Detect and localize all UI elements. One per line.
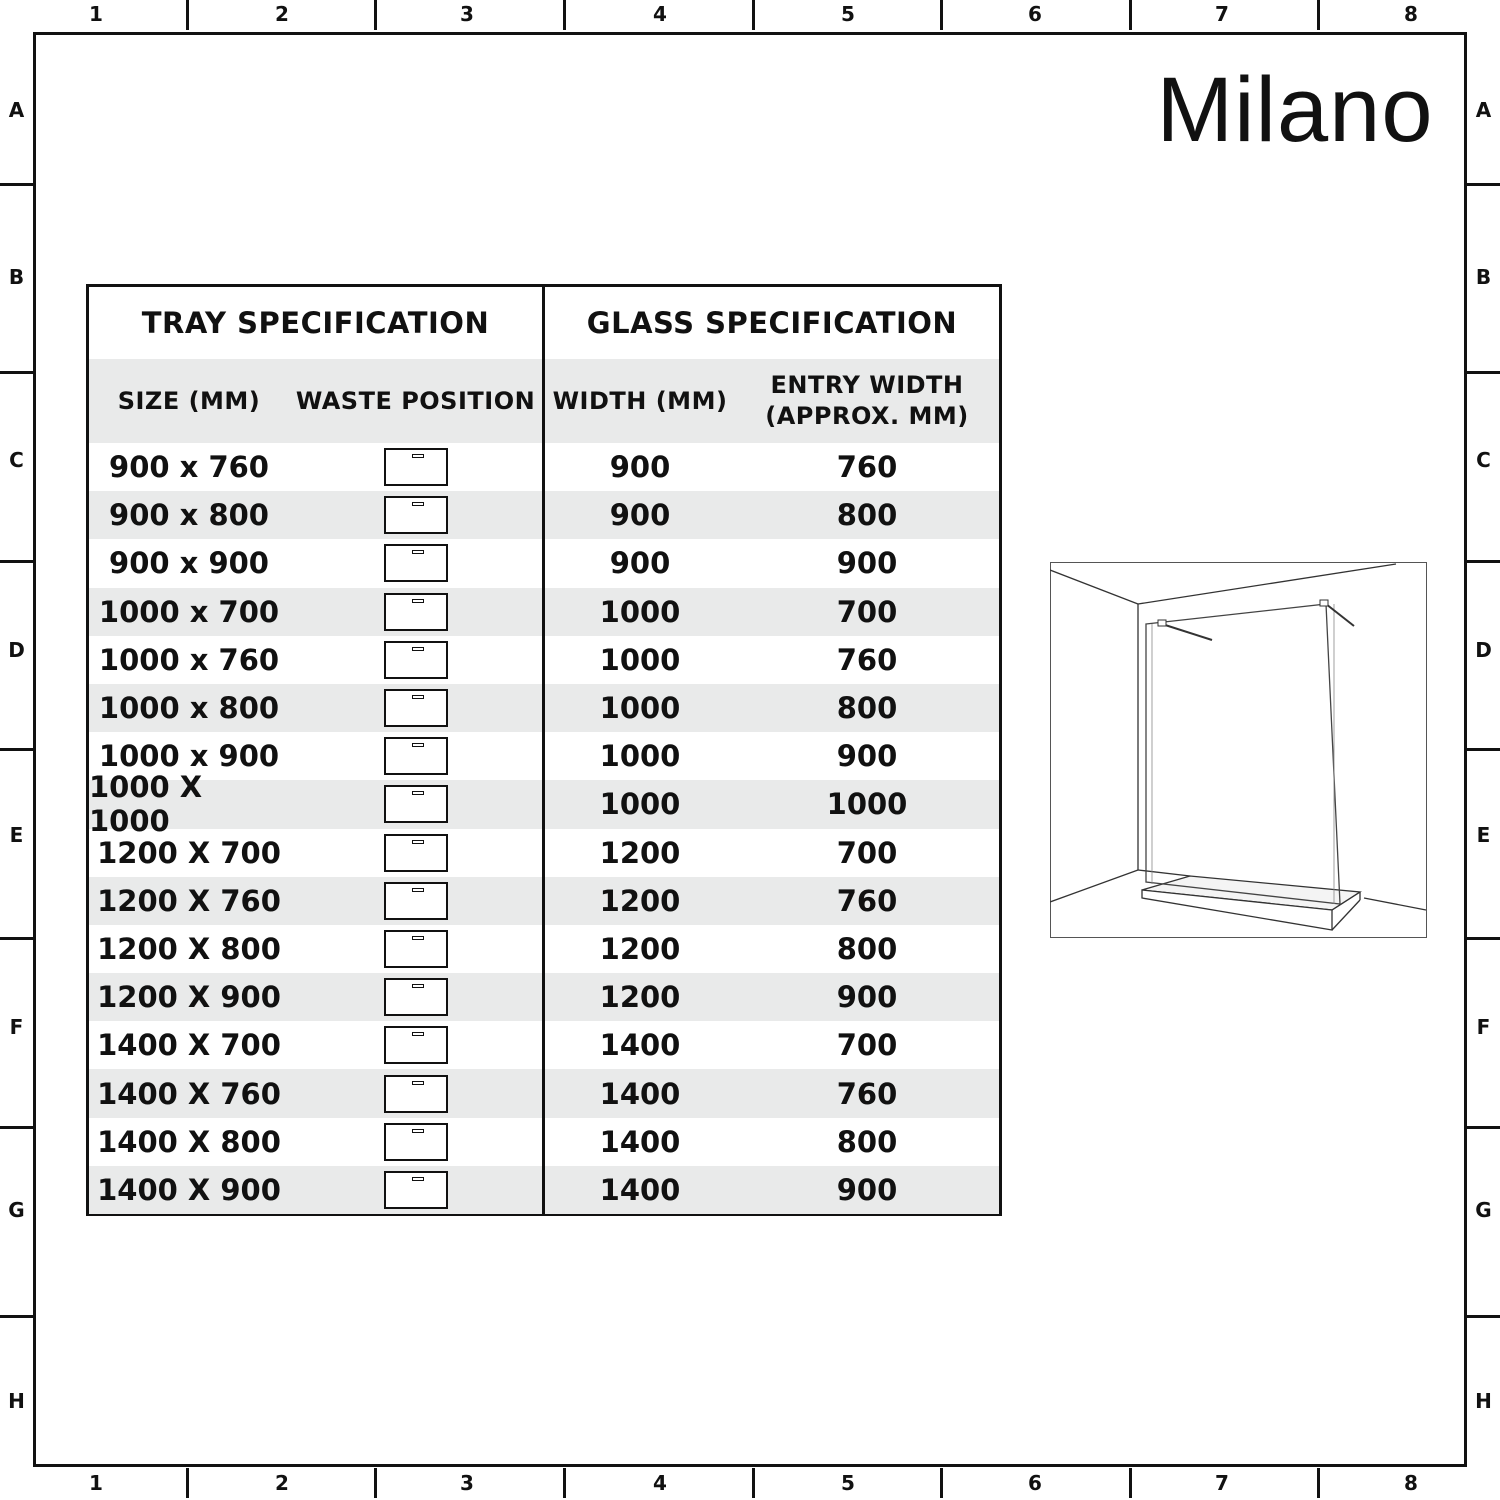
cell-waste-position <box>289 443 542 491</box>
cell-size: 1000 x 900 <box>98 739 280 774</box>
cell-waste-position <box>289 1069 542 1117</box>
table-row <box>89 443 999 491</box>
cell-size: 1400 X 900 <box>97 1172 281 1207</box>
cell-size: 900 x 900 <box>109 546 269 581</box>
grid-divider <box>0 1315 33 1318</box>
grid-row-label: C <box>9 448 24 472</box>
grid-column-label: 2 <box>275 2 289 26</box>
grid-divider <box>186 1468 189 1498</box>
table-row <box>89 588 999 636</box>
waste-slot <box>412 454 424 458</box>
waste-slot <box>412 1177 424 1181</box>
grid-divider <box>563 1468 566 1498</box>
cell-width: 900 <box>609 450 671 485</box>
cell-width: 1200 <box>599 980 681 1015</box>
table-row <box>89 636 999 684</box>
cell-entry-width: 900 <box>836 1172 898 1207</box>
waste-position-icon <box>384 448 448 486</box>
waste-position-icon <box>384 978 448 1016</box>
cell-waste-position <box>289 780 542 828</box>
grid-column-label: 6 <box>1028 2 1042 26</box>
cell-entry-width: 900 <box>836 546 898 581</box>
grid-row-label: D <box>8 638 25 662</box>
table-row <box>89 1166 999 1214</box>
grid-row-label: B <box>1475 265 1492 289</box>
cell-width: 900 <box>609 546 671 581</box>
cell-size: 1200 X 760 <box>97 883 281 918</box>
table-row <box>89 877 999 925</box>
cell-size: 1000 x 800 <box>98 691 280 726</box>
header-entry-width-line1: ENTRY WIDTH <box>770 371 964 399</box>
cell-waste-position <box>289 588 542 636</box>
cell-entry-width: 800 <box>836 498 898 533</box>
cell-width: 1400 <box>599 1124 681 1159</box>
table-row <box>89 1118 999 1166</box>
grid-divider <box>1317 0 1320 30</box>
cell-size: 1200 X 800 <box>97 931 281 966</box>
cell-entry-width: 700 <box>836 835 898 870</box>
glass-spec-title: GLASS SPECIFICATION <box>586 306 958 340</box>
waste-position-icon <box>384 882 448 920</box>
table-row <box>89 491 999 539</box>
grid-column-label: 3 <box>460 2 474 26</box>
grid-column-label: 2 <box>275 1471 289 1495</box>
grid-row-label: E <box>9 823 24 847</box>
table-row <box>89 539 999 587</box>
grid-divider <box>186 0 189 30</box>
cell-entry-width: 760 <box>836 450 898 485</box>
grid-divider <box>374 0 377 30</box>
cell-waste-position <box>289 732 542 780</box>
grid-divider <box>1467 560 1500 563</box>
waste-slot <box>412 840 424 844</box>
table-body <box>89 443 999 1214</box>
waste-position-icon <box>384 544 448 582</box>
cell-size: 1000 X 1000 <box>89 770 203 839</box>
cell-waste-position <box>289 684 542 732</box>
table-row <box>89 770 999 839</box>
waste-position-icon <box>384 689 448 727</box>
grid-column-label: 1 <box>89 1471 103 1495</box>
cell-size: 900 x 760 <box>109 450 269 485</box>
waste-slot <box>412 743 424 747</box>
grid-row-label: B <box>8 265 25 289</box>
header-width: WIDTH (MM) <box>552 386 728 415</box>
grid-column-label: 1 <box>89 2 103 26</box>
waste-slot <box>412 984 424 988</box>
cell-size: 1400 X 800 <box>97 1124 281 1159</box>
cell-waste-position <box>289 973 542 1021</box>
cell-width: 1200 <box>599 883 681 918</box>
grid-column-label: 8 <box>1404 1471 1418 1495</box>
grid-divider <box>0 937 33 940</box>
walk-in-shower-icon <box>1050 562 1427 938</box>
cell-size: 1200 X 700 <box>97 835 281 870</box>
waste-slot <box>412 1129 424 1133</box>
header-entry-width-line2: (APPROX. MM) <box>765 402 969 430</box>
waste-slot <box>412 695 424 699</box>
grid-divider <box>1467 1315 1500 1318</box>
cell-waste-position <box>289 491 542 539</box>
cell-width: 1000 <box>599 739 681 774</box>
cell-waste-position <box>289 1021 542 1069</box>
cell-width: 1000 <box>599 594 681 629</box>
grid-column-label: 6 <box>1028 1471 1042 1495</box>
grid-row-label: H <box>8 1389 25 1413</box>
cell-waste-position <box>289 1166 542 1214</box>
grid-divider <box>0 748 33 751</box>
grid-divider <box>752 1468 755 1498</box>
grid-divider <box>563 0 566 30</box>
grid-row-label: H <box>1475 1389 1492 1413</box>
grid-column-label: 7 <box>1215 1471 1229 1495</box>
header-size: SIZE (MM) <box>117 386 261 415</box>
cell-width: 1400 <box>599 1172 681 1207</box>
grid-column-label: 8 <box>1404 2 1418 26</box>
grid-divider <box>1467 748 1500 751</box>
cell-entry-width: 800 <box>836 691 898 726</box>
cell-entry-width: 700 <box>836 1028 898 1063</box>
cell-width: 1000 <box>599 691 681 726</box>
cell-waste-position <box>289 1118 542 1166</box>
grid-divider <box>374 1468 377 1498</box>
grid-column-label: 7 <box>1215 2 1229 26</box>
waste-slot <box>412 1081 424 1085</box>
grid-divider <box>1467 371 1500 374</box>
waste-position-icon <box>384 593 448 631</box>
grid-row-label: A <box>1475 98 1492 122</box>
waste-position-icon <box>384 1026 448 1064</box>
cell-entry-width: 760 <box>836 1076 898 1111</box>
grid-column-label: 4 <box>653 1471 667 1495</box>
header-waste-position: WASTE POSITION <box>295 386 536 415</box>
grid-row-label: G <box>8 1198 25 1222</box>
grid-row-label: D <box>1475 638 1492 662</box>
cell-size: 1400 X 700 <box>97 1028 281 1063</box>
grid-divider <box>0 560 33 563</box>
table-row <box>89 925 999 973</box>
waste-slot <box>412 599 424 603</box>
grid-divider <box>940 1468 943 1498</box>
waste-slot <box>412 888 424 892</box>
specification-table <box>86 284 1002 1216</box>
cell-size: 1000 x 700 <box>98 594 280 629</box>
cell-entry-width: 800 <box>836 931 898 966</box>
table-row <box>89 1069 999 1117</box>
cell-width: 1400 <box>599 1076 681 1111</box>
cell-size: 1400 X 760 <box>97 1076 281 1111</box>
waste-slot <box>412 1032 424 1036</box>
grid-divider <box>1129 0 1132 30</box>
grid-divider <box>1467 183 1500 186</box>
cell-width: 1000 <box>599 787 681 822</box>
waste-position-icon <box>384 496 448 534</box>
grid-column-label: 4 <box>653 2 667 26</box>
table-row <box>89 973 999 1021</box>
grid-divider <box>0 1126 33 1129</box>
grid-column-label: 3 <box>460 1471 474 1495</box>
waste-position-icon <box>384 785 448 823</box>
cell-size: 1200 X 900 <box>97 980 281 1015</box>
brand-logo: Milano <box>1156 59 1434 161</box>
cell-width: 1000 <box>599 642 681 677</box>
waste-slot <box>412 791 424 795</box>
waste-slot <box>412 550 424 554</box>
grid-divider <box>1129 1468 1132 1498</box>
waste-position-icon <box>384 737 448 775</box>
cell-size: 900 x 800 <box>109 498 269 533</box>
grid-column-label: 5 <box>841 2 855 26</box>
waste-position-icon <box>384 641 448 679</box>
waste-position-icon <box>384 930 448 968</box>
grid-row-label: F <box>9 1015 24 1039</box>
cell-width: 1400 <box>599 1028 681 1063</box>
grid-divider <box>0 371 33 374</box>
cell-entry-width: 1000 <box>826 787 908 822</box>
header-entry-width <box>735 359 999 443</box>
waste-position-icon <box>384 834 448 872</box>
cell-waste-position <box>289 636 542 684</box>
grid-row-label: F <box>1476 1015 1491 1039</box>
tray-spec-title: TRAY SPECIFICATION <box>141 306 490 340</box>
waste-slot <box>412 936 424 940</box>
cell-width: 1200 <box>599 835 681 870</box>
grid-row-label: C <box>1476 448 1491 472</box>
cell-entry-width: 900 <box>836 739 898 774</box>
waste-slot <box>412 647 424 651</box>
cell-waste-position <box>289 877 542 925</box>
table-row <box>89 1021 999 1069</box>
grid-row-label: G <box>1475 1198 1492 1222</box>
cell-waste-position <box>289 829 542 877</box>
waste-position-icon <box>384 1171 448 1209</box>
cell-entry-width: 760 <box>836 883 898 918</box>
waste-slot <box>412 502 424 506</box>
cell-size: 1000 x 760 <box>98 642 280 677</box>
waste-position-icon <box>384 1075 448 1113</box>
table-row <box>89 829 999 877</box>
cell-waste-position <box>289 925 542 973</box>
grid-divider <box>940 0 943 30</box>
cell-waste-position <box>289 539 542 587</box>
grid-divider <box>1467 1126 1500 1129</box>
grid-row-label: A <box>8 98 25 122</box>
grid-divider <box>1317 1468 1320 1498</box>
cell-entry-width: 800 <box>836 1124 898 1159</box>
cell-width: 900 <box>609 498 671 533</box>
cell-entry-width: 900 <box>836 980 898 1015</box>
cell-width: 1200 <box>599 931 681 966</box>
grid-divider <box>1467 937 1500 940</box>
grid-row-label: E <box>1476 823 1491 847</box>
table-row <box>89 684 999 732</box>
cell-entry-width: 760 <box>836 642 898 677</box>
cell-entry-width: 700 <box>836 594 898 629</box>
grid-divider <box>0 183 33 186</box>
waste-position-icon <box>384 1123 448 1161</box>
grid-column-label: 5 <box>841 1471 855 1495</box>
grid-divider <box>752 0 755 30</box>
